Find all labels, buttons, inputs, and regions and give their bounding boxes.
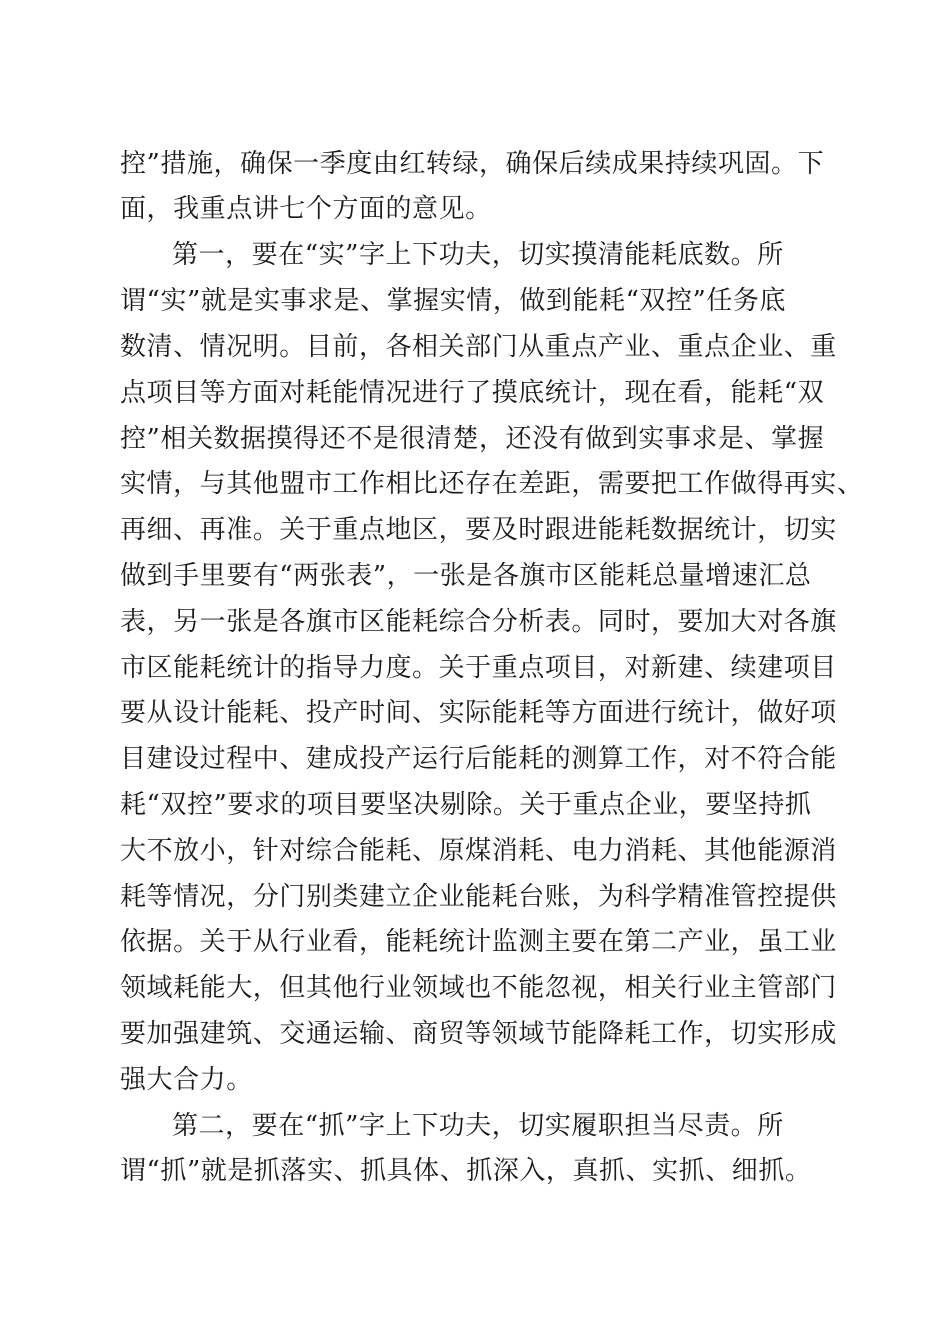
text-line: 市区能耗统计的指导力度。关于重点项目，对新建、续建项目: [120, 653, 837, 683]
text-line: 谓“实”就是实事求是、掌握实情，做到能耗“双控”任务底: [120, 286, 787, 316]
text-line: 控”相关数据摸得还不是很清楚，还没有做到实事求是、掌握: [120, 424, 825, 454]
text-line: 面，我重点讲七个方面的意见。: [120, 194, 492, 224]
text-line: 再细、再准。关于重点地区，要及时跟进能耗数据统计，切实: [120, 515, 837, 545]
text-line: 领域耗能大，但其他行业领域也不能忽视，相关行业主管部门: [120, 973, 837, 1003]
text-line: 强大合力。: [120, 1065, 253, 1095]
text-line: 谓“抓”就是抓落实、抓具体、抓深入，真抓、实抓、细抓。: [120, 1156, 812, 1186]
text-line: 点项目等方面对耗能情况进行了摸底统计，现在看，能耗“双: [120, 378, 825, 408]
text-line: 目建设过程中、建成投产运行后能耗的测算工作，对不符合能: [120, 744, 837, 774]
text-line: 实情，与其他盟市工作相比还存在差距，需要把工作做得再实、: [120, 469, 864, 499]
text-line: 大不放小，针对综合能耗、原煤消耗、电力消耗、其他能源消: [120, 836, 837, 866]
text-line: 表，另一张是各旗市区能耗综合分析表。同时，要加大对各旗: [120, 607, 837, 637]
text-line: 要加强建筑、交通运输、商贸等领域节能降耗工作，切实形成: [120, 1019, 837, 1049]
text-line: 数清、情况明。目前，各相关部门从重点产业、重点企业、重: [120, 332, 837, 362]
text-line: 耗等情况，分门别类建立企业能耗台账，为科学精准管控提供: [120, 882, 837, 912]
text-line: 要从设计能耗、投产时间、实际能耗等方面进行统计，做好项: [120, 698, 837, 728]
paragraph-first-line: 第一，要在“实”字上下功夫，切实摸清能耗底数。所: [172, 240, 784, 270]
text-line: 做到手里要有“两张表”，一张是各旗市区能耗总量增速汇总: [120, 561, 812, 591]
text-line: 耗“双控”要求的项目要坚决剔除。关于重点企业，要坚持抓: [120, 790, 812, 820]
text-line: 依据。关于从行业看，能耗统计监测主要在第二产业，虽工业: [120, 927, 837, 957]
paragraph-first-line: 第二，要在“抓”字上下功夫，切实履职担当尽责。所: [172, 1111, 784, 1141]
text-line: 控”措施，确保一季度由红转绿，确保后续成果持续巩固。下: [120, 149, 825, 179]
